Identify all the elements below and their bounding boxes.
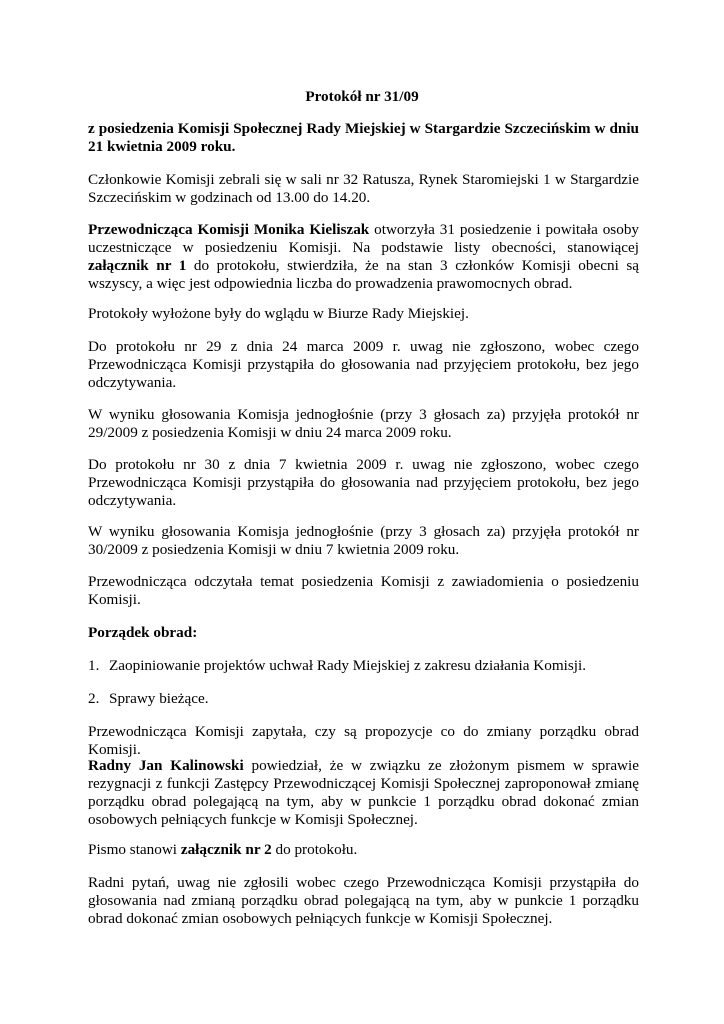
paragraph-kalinowski-proposal	[88, 757, 639, 829]
paragraph-protocol-29: Do protokołu nr 29 z dnia 24 marca 2009 r. uwag nie zgłoszono, wobec czego Przewodnicząca Komisji przystąpiła do głosowania nad przyjęciem protokołu, bez jego odczytywania.	[88, 338, 639, 391]
paragraph-opening-tail: do protokołu, stwierdziła, że na stan 3 członków Komisji obecni są wszyscy, a więc jest odpowiednia liczba do prowadzenia prawomocnych obrad.	[88, 257, 640, 292]
attachment-2-ref: załącznik nr 2	[180, 841, 272, 858]
paragraph-attachment-2	[88, 841, 639, 859]
agenda-item	[88, 657, 648, 675]
attachment-2-post: do protokołu.	[271, 841, 358, 858]
paragraph-agenda-change-vote: Radni pytań, uwag nie zgłosili wobec czego Przewodnicząca Komisji przystąpiła do głosowania nad zmianą porządku obrad polegającą na tym, aby w punkcie 1 porządku obrad dokonać zmian osobowych pełniących funkcje w Komisji Społecznej.	[88, 874, 639, 927]
paragraph-meeting-location: Członkowie Komisji zebrali się w sali nr 32 Ratusza, Rynek Staromiejski 1 w Stargardzie Szczecińskim w godzinach od 13.00 do 14.20.	[88, 171, 639, 206]
chairwoman-name: Przewodnicząca Komisji Monika Kieliszak	[88, 221, 370, 238]
agenda-heading: Porządek obrad:	[88, 624, 198, 641]
paragraph-kalinowski-text: powiedział, że w związku ze złożonym pismem w sprawie rezygnacji z funkcji Zastępcy Przewodniczącej Komisji Społecznej zaproponował zmianę porządku obrad polegającą na tym, aby w punkcie 1 porządku obrad dokonać zmian osobowych pełniących funkcje w Komisji Społecznej.	[88, 757, 639, 828]
paragraph-opening	[88, 221, 639, 293]
paragraph-protocols-available: Protokoły wyłożone były do wglądu w Biurze Rady Miejskiej.	[88, 305, 469, 322]
agenda-item-text: Zaopiniowanie projektów uchwał Rady Miejskiej z zakresu działania Komisji.	[109, 657, 587, 674]
agenda-item-text: Sprawy bieżące.	[109, 690, 209, 707]
document-subtitle: z posiedzenia Komisji Społecznej Rady Miejskiej w Stargardzie Szczecińskim w dniu 21 kwietnia 2009 roku.	[88, 120, 639, 155]
agenda-item	[88, 690, 648, 708]
agenda-item-number: 1.	[88, 657, 100, 674]
paragraph-opening-text: otworzyła 31 posiedzenie i powitała osoby uczestniczące w posiedzeniu Komisji. Na podstawie listy obecności, stanowiącej	[88, 221, 640, 256]
paragraph-meeting-topic: Przewodnicząca odczytała temat posiedzenia Komisji z zawiadomienia o posiedzeniu Komisji.	[88, 573, 639, 608]
document-title: Protokół nr 31/09	[305, 88, 419, 105]
paragraph-protocol-30-vote: W wyniku głosowania Komisja jednogłośnie (przy 3 głosach za) przyjęła protokół nr 30/2009 z posiedzenia Komisji w dniu 7 kwietnia 2009 roku.	[88, 523, 639, 558]
attachment-2-pre: Pismo stanowi	[88, 841, 181, 858]
councillor-name: Radny Jan Kalinowski	[88, 757, 244, 774]
paragraph-protocol-30: Do protokołu nr 30 z dnia 7 kwietnia 2009 r. uwag nie zgłoszono, wobec czego Przewodnicząca Komisji przystąpiła do głosowania nad przyjęciem protokołu, bez jego odczytywania.	[88, 456, 639, 509]
paragraph-protocol-29-vote: W wyniku głosowania Komisja jednogłośnie (przy 3 głosach za) przyjęła protokół nr 29/2009 z posiedzenia Komisji w dniu 24 marca 2009 roku.	[88, 406, 639, 441]
attachment-1-ref: załącznik nr 1	[88, 257, 187, 274]
agenda-item-number: 2.	[88, 690, 100, 707]
paragraph-agenda-question: Przewodnicząca Komisji zapytała, czy są propozycje co do zmiany porządku obrad Komisji.	[88, 723, 639, 758]
